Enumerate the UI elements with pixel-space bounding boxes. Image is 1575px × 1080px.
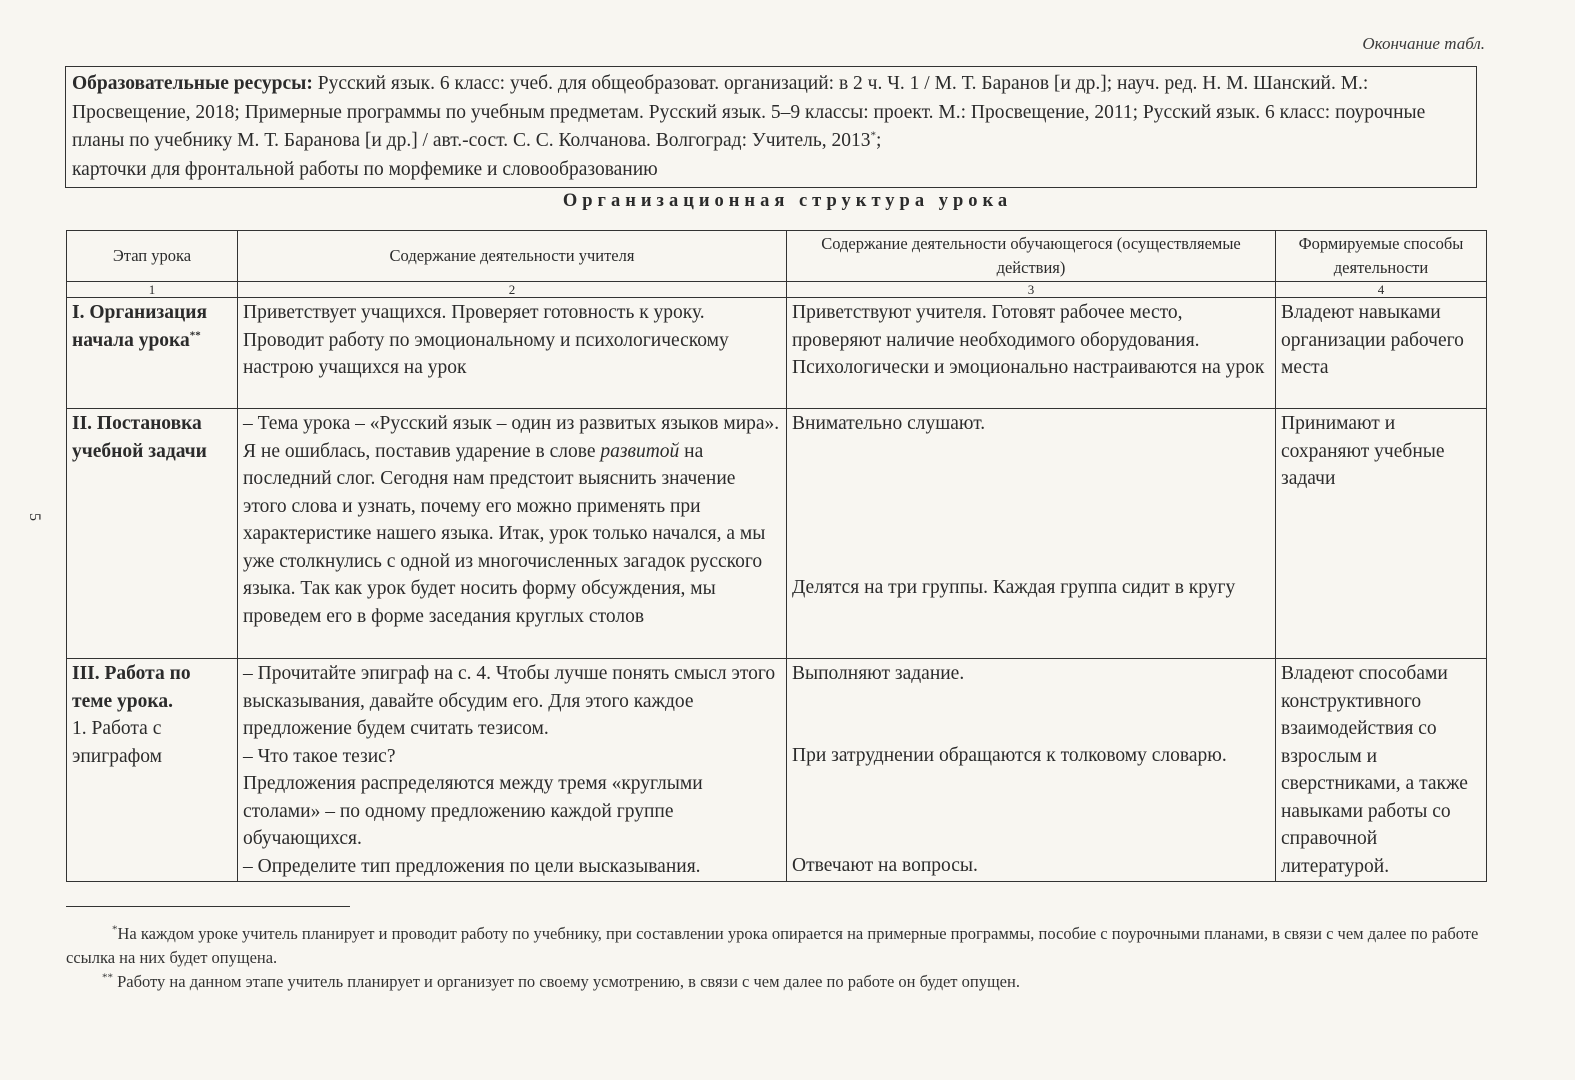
header-skills: Формируемые способы деятельности	[1276, 231, 1487, 282]
teacher-text: – Тема урока – «Русский язык – один из развитых языков мира». Я не ошиблась, поставив ударение в слове	[243, 413, 780, 462]
stage-cell	[67, 298, 238, 409]
teacher-text: Предложения распределяются между тремя «круглыми столами» – по одному предложению каждой группе обучающихся.	[243, 773, 703, 849]
header-stage: Этап урока	[67, 231, 238, 282]
footnote-text: На каждом уроке учитель планирует и проводит работу по учебнику, при составлении урока опирается на примерные программы, пособие с поурочными планами, в связи с чем далее по работе ссылка на них будет опущена.	[66, 924, 1479, 967]
skills-cell: Владеют способами конструктивного взаимодействия со взрослым и сверстниками, а также навыками работы со справочной литературой.	[1276, 659, 1487, 882]
resources-cards: карточки для фронтальной работы по морфемике и словообразованию	[72, 158, 658, 180]
student-cell	[787, 659, 1276, 882]
teacher-text: – Прочитайте эпиграф на с. 4. Чтобы лучше понять смысл этого высказывания, давайте обсудим его. Для этого каждое предложение будем считать тезисом.	[243, 663, 776, 739]
stage-footnote-mark: **	[189, 329, 201, 341]
skills-cell: Владеют навыками организации рабочего места	[1276, 298, 1487, 409]
table-header-row	[67, 231, 1487, 282]
column-number: 1	[67, 282, 238, 298]
teacher-cell	[238, 659, 787, 882]
teacher-cell	[238, 409, 787, 659]
column-number: 2	[238, 282, 787, 298]
table-row	[67, 409, 1487, 659]
footnote-mark: **	[102, 971, 113, 984]
footnote	[66, 922, 1486, 970]
resources-tail: ;	[876, 130, 882, 151]
header-teacher: Содержание деятельности учителя	[238, 231, 787, 282]
student-action: Выполняют задание.	[792, 663, 965, 684]
section-title: Организационная структура урока	[562, 191, 1013, 211]
table-continued-note: Окончание табл.	[1362, 34, 1485, 53]
column-number: 4	[1276, 282, 1487, 298]
educational-resources-box	[65, 66, 1477, 188]
footnotes	[66, 922, 1486, 994]
stage-cell	[67, 409, 238, 659]
student-action: При затруднении обращаются к толковому словарю.	[792, 745, 1227, 766]
stage-subtitle: 1. Работа с эпиграфом	[72, 718, 162, 767]
footnote-mark: *	[112, 923, 118, 936]
stage-cell	[67, 659, 238, 882]
teacher-text: – Определите тип предложения по цели высказывания.	[243, 855, 701, 877]
student-action: Внимательно слушают.	[792, 413, 986, 434]
footnote	[66, 970, 1486, 994]
resources-text: Русский язык. 6 класс: учеб. для общеобразоват. организаций: в 2 ч. Ч. 1 / М. Т. Баранов [и др.]; науч. ред. Н. М. Шанский. М.: Просвещение, 2018; Примерные программы по учебным предметам. Русский язык. 5–9 классы: проект. М.: Просвещение, 2011; Русский язык. 6 класс: поурочные планы по учебнику М. Т. Баранова [и др.] / авт.-сост. С. С. Колчанова. Волгоград: Учитель, 2013	[72, 73, 1426, 151]
stage-title: II. Постановка учебной задачи	[72, 413, 207, 462]
student-action: Делятся на три группы. Каждая группа сидит в кругу	[792, 577, 1236, 598]
header-student: Содержание деятельности обучающегося (осуществляемые действия)	[787, 231, 1276, 282]
student-cell	[787, 409, 1276, 659]
teacher-italic-word: развитой	[600, 440, 680, 462]
lesson-structure-table	[66, 230, 1487, 882]
teacher-text: – Что такое тезис?	[243, 745, 396, 767]
resources-label: Образовательные ресурсы:	[72, 73, 313, 94]
footnote-text: Работу на данном этапе учитель планирует и организует по своему усмотрению, в связи с чем далее по работе он будет опущен.	[117, 972, 1020, 991]
skills-cell: Принимают и сохраняют учебные задачи	[1276, 409, 1487, 659]
student-cell: Приветствуют учителя. Готовят рабочее место, проверяют наличие необходимого оборудования. Психологически и эмоционально настраиваются на урок	[787, 298, 1276, 409]
table-row	[67, 298, 1487, 409]
footnote-divider	[66, 906, 350, 907]
column-number: 3	[787, 282, 1276, 298]
teacher-cell: Приветствует учащихся. Проверяет готовность к уроку. Проводит работу по эмоциональному и психологическому настрою учащихся на урок	[238, 298, 787, 409]
student-action: Отвечают на вопросы.	[792, 855, 978, 876]
stage-title: III. Работа по теме урока.	[72, 663, 191, 712]
stage-title: I. Организация начала урока	[72, 302, 208, 351]
resources-footnote-mark: *	[870, 129, 876, 142]
page-number: 5	[26, 513, 43, 521]
column-number-row	[67, 282, 1487, 298]
table-row	[67, 659, 1487, 882]
teacher-text: на последний слог. Сегодня нам предстоит выяснить значение этого слова и узнать, почему его можно применять при характеристике нашего языка. Итак, урок только начался, а мы уже столкнулись с одной из многочисленных загадок русского языка. Так как урок будет носить форму обсуждения, мы проведем его в форме заседания круглых столов	[243, 440, 766, 627]
